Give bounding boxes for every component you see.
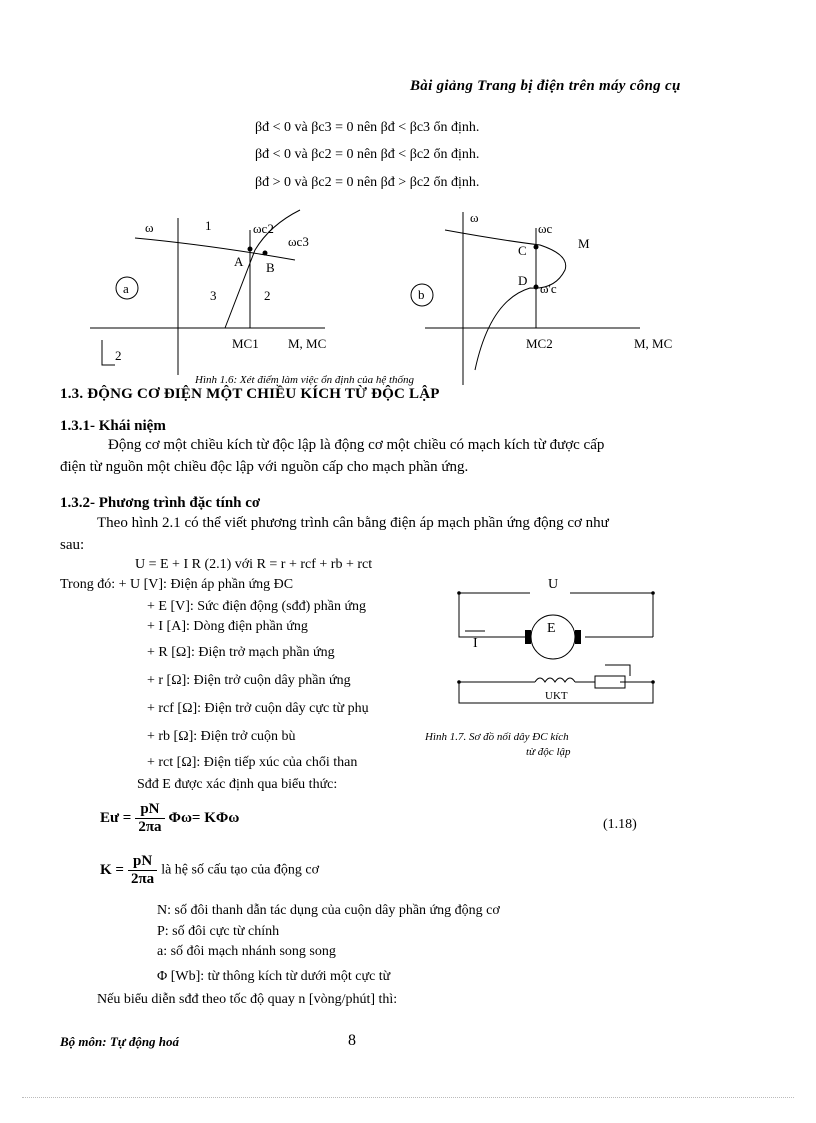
point-A: [248, 247, 253, 252]
p132-line1: Theo hình 2.1 có thể viết phương trình cân bằng điện áp mạch phần ứng động cơ như: [97, 515, 609, 531]
param-N: N: số đôi thanh dẫn tác dụng của cuộn dây phần ứng động cơ: [157, 903, 500, 918]
trong-do-line: Trong đó: + U [V]: Điện áp phần ứng ĐC: [60, 577, 294, 592]
def-I: + I [A]: Dòng điện phần ứng: [147, 619, 308, 634]
b-label-C: C: [518, 243, 527, 258]
eqK-fraction: [128, 853, 157, 888]
a-omega: ω: [145, 220, 154, 235]
point-B: [263, 251, 268, 256]
b-omega: ω: [470, 210, 479, 225]
eqK-desc: là hệ số cấu tạo của động cơ: [161, 862, 320, 878]
b-omega-pc: ω'c: [540, 281, 557, 296]
brush-right: [575, 630, 581, 644]
def-rcf: + rcf [Ω]: Điện trở cuộn dây cực từ phụ: [147, 701, 369, 716]
param-a: a: số đôi mạch nhánh song song: [157, 944, 336, 959]
a-label-A: A: [234, 254, 244, 269]
condition-b: βđ < 0 và βc3 = 0 nên βđ < βc3 ổn định.: [255, 120, 480, 135]
p131-line2: điện từ nguồn một chiều độc lập với nguồn cấp cho mạch phần ứng.: [60, 459, 469, 475]
a-label-2b: 2: [115, 348, 122, 363]
footer-department: Bộ môn: Tự động hoá: [60, 1034, 180, 1049]
b-mc2: MC2: [526, 336, 553, 351]
def-rb: + rb [Ω]: Điện trở cuộn bù: [147, 729, 296, 744]
a-curve-1: [135, 238, 295, 260]
b-circle-label: b: [418, 287, 425, 302]
u-wire-right: [570, 593, 653, 637]
bottom-divider: [22, 1097, 794, 1098]
b-label-M: M: [578, 236, 590, 251]
figure-1-6-caption: Hình 1.6: Xét điểm làm việc ổn định của hệ thống: [195, 374, 415, 386]
equation-2-1: U = E + I R (2.1) với R = r + rcf + rb + rct: [135, 557, 373, 572]
sdd-line: Sđđ E được xác định qua biểu thức:: [137, 777, 338, 792]
equation-1-18: [100, 801, 239, 836]
a-circle-label: a: [123, 281, 129, 296]
def-E: + E [V]: Sức điện động (sđđ) phần ứng: [147, 599, 367, 614]
label-UKT: UKT: [545, 690, 568, 702]
eq118-numerator: pN: [135, 801, 164, 819]
field-coil: [535, 678, 575, 682]
eq118-fraction: [135, 801, 164, 836]
p131-line1: Động cơ một chiều kích từ độc lập là động cơ một chiều có mạch kích từ được cấp: [108, 437, 605, 453]
b-axis-label: M, MC: [634, 336, 673, 351]
b-omega-c: ωc: [538, 221, 553, 236]
running-header: Bài giảng Trang bị điện trên máy công cụ: [410, 78, 681, 94]
a-omega-c3: ωc3: [288, 234, 309, 249]
a-label-1: 1: [205, 218, 212, 233]
b-label-D: D: [518, 273, 528, 288]
a-label-3: 3: [210, 288, 217, 303]
eqK-denominator: 2πa: [130, 871, 155, 887]
armature-wire-left: [459, 593, 525, 637]
condition-c: βđ < 0 và βc2 = 0 nên βđ < βc2 ổn định.: [255, 147, 480, 162]
def-R: + R [Ω]: Điện trở mạch phần ứng: [147, 645, 335, 660]
figure-1-7-caption-l2: từ độc lập: [526, 746, 571, 758]
eq118-denominator: 2πa: [138, 819, 162, 835]
a-curve-2b: [102, 340, 115, 365]
a-omega-c2: ωc2: [253, 221, 274, 236]
eq118-number: (1.18): [603, 817, 637, 832]
last-line: Nếu biểu diễn sđđ theo tốc độ quay n [vòng/phút] thì:: [97, 992, 398, 1007]
point-D: [534, 285, 539, 290]
rheostat-wiper: [605, 665, 630, 676]
label-E: E: [547, 621, 556, 636]
section-1-3-2-title: 1.3.2- Phương trình đặc tính cơ: [60, 495, 261, 511]
a-label-2: 2: [264, 288, 271, 303]
brush-left: [525, 630, 531, 644]
eq118-rhs: Φω= KΦω: [168, 810, 240, 826]
figure-1-7-caption-l1: Hình 1.7. Sơ đồ nối dây ĐC kích: [425, 731, 569, 743]
label-I: I: [473, 636, 478, 651]
section-1-3-1-title: 1.3.1- Khái niệm: [60, 418, 166, 434]
param-P: P: số đôi cực từ chính: [157, 924, 280, 939]
def-rct: + rct [Ω]: Điện tiếp xúc của chổi than: [147, 755, 358, 770]
condition-d: βđ > 0 và βc2 = 0 nên βđ > βc2 ổn định.: [255, 175, 480, 190]
figure-1-6: [60, 200, 700, 390]
a-mc1: MC1: [232, 336, 259, 351]
page-number: 8: [348, 1032, 356, 1049]
figure-1-7: [445, 575, 670, 715]
param-phi: Φ [Wb]: từ thông kích từ dưới một cực từ: [157, 969, 391, 984]
label-U: U: [548, 577, 559, 592]
section-1-3-title: 1.3. ĐỘNG CƠ ĐIỆN MỘT CHIỀU KÍCH TỪ ĐỘC LẬP: [60, 386, 440, 402]
def-r: + r [Ω]: Điện trở cuộn dây phần ứng: [147, 673, 351, 688]
point-C: [534, 245, 539, 250]
eq118-lhs: Eư =: [100, 810, 132, 826]
eqK-numerator: pN: [128, 853, 157, 871]
equation-K: [100, 853, 319, 888]
eqK-lhs: K =: [100, 862, 124, 878]
p132-line2: sau:: [60, 537, 85, 553]
a-label-B: B: [266, 260, 275, 275]
a-axis-label: M, MC: [288, 336, 327, 351]
